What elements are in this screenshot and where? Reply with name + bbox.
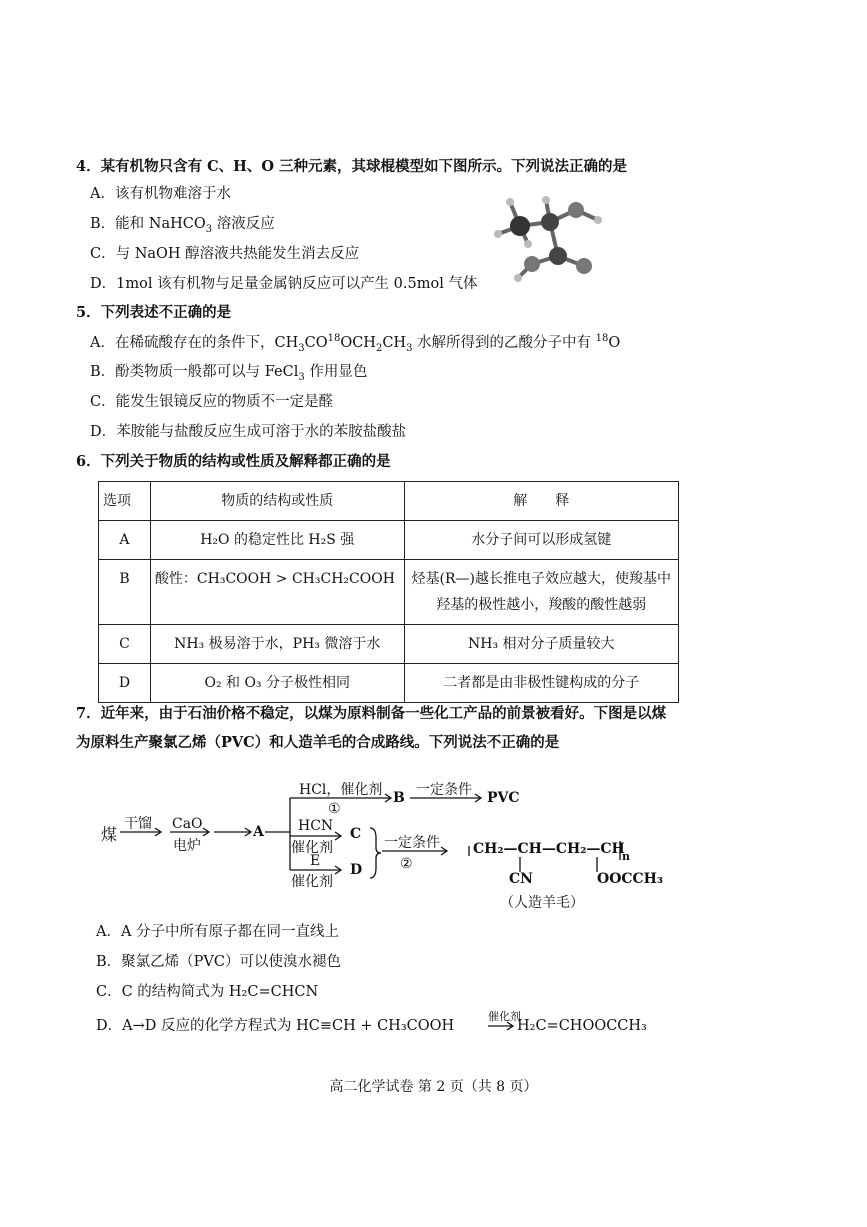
q4-option-b: B．能和 NaHCO$_3$ 溶液反应 [90, 216, 275, 235]
scheme-step-2: ② [400, 856, 413, 872]
scheme-cao: CaO [172, 816, 203, 832]
row-explanation: 烃基(R—)越长推电子效应越大，使羧基中羟基的极性越小，羧酸的酸性越弱 [404, 560, 678, 625]
q5-option-d: D．苯胺能与盐酸反应生成可溶于水的苯胺盐酸盐 [90, 424, 407, 440]
scheme-hcn: HCN [298, 818, 334, 834]
row-option: C [99, 625, 151, 664]
q7-option-d: D．A→D 反应的化学方程式为 HC≡CH + CH₃COOH [96, 1018, 455, 1034]
scheme-coal: 煤 [101, 825, 118, 844]
q6-stem: 6．下列关于物质的结构或性质及解释都正确的是 [76, 453, 391, 470]
row-explanation: NH₃ 相对分子质量较大 [404, 625, 678, 664]
scheme-pvc: PVC [487, 790, 520, 806]
header-property: 物质的结构或性质 [150, 482, 404, 521]
q7-option-b: B．聚氯乙烯（PVC）可以使溴水褪色 [96, 954, 341, 970]
q7-stem-line2: 为原料生产聚氯乙烯（PVC）和人造羊毛的合成路线。下列说法不正确的是 [76, 734, 560, 751]
scheme-step-1: ① [328, 801, 341, 817]
scheme-polymer-n: n [622, 850, 630, 863]
row-property: O₂ 和 O₃ 分子极性相同 [150, 664, 404, 703]
scheme-A: A [253, 824, 264, 840]
row-option: D [99, 664, 151, 703]
scheme-catalyst-1: 催化剂 [291, 840, 333, 856]
q4-option-a: A．该有机物难溶于水 [90, 186, 231, 202]
scheme-dry-distillation: 干馏 [124, 816, 152, 832]
q7-option-c: C．C 的结构简式为 H₂C=CHCN [96, 984, 319, 1000]
q5-option-b: B．酚类物质一般都可以与 FeCl$_3$ 作用显色 [90, 364, 368, 383]
scheme-C: C [350, 826, 362, 842]
scheme-ooc: OOCCH₃ [597, 871, 664, 887]
row-option: B [99, 560, 151, 625]
scheme-condition-1: 一定条件 [416, 782, 472, 798]
q4-option-c: C．与 NaOH 醇溶液共热能发生消去反应 [90, 246, 360, 262]
q5-option-a: A．在稀硫酸存在的条件下，$CH_3CO^{18}OCH_2CH_3$ 水解所得到的乙酸分子中有 $^{18}$O [90, 333, 621, 354]
q5-stem: 5．下列表述不正确的是 [76, 304, 232, 321]
row-explanation: 水分子间可以形成氢键 [404, 521, 678, 560]
header-option: 选项 [99, 482, 151, 521]
q7-option-a: A．A 分子中所有原子都在同一直线上 [96, 924, 340, 940]
scheme-condition-2: 一定条件 [384, 835, 440, 851]
scheme-hcl: HCl，催化剂 [299, 782, 383, 798]
page-footer: 高二化学试卷 第 2 页（共 8 页） [329, 1079, 538, 1095]
scheme-cn: CN [509, 871, 533, 887]
q7-option-d-catalyst: 催化剂 [488, 1010, 521, 1023]
row-option: A [99, 521, 151, 560]
row-explanation: 二者都是由非极性键构成的分子 [404, 664, 678, 703]
q4-option-d: D．1mol 该有机物与足量金属钠反应可以产生 0.5mol 气体 [90, 276, 478, 292]
q4-stem: 4．某有机物只含有 C、H、O 三种元素，其球棍模型如下图所示。下列说法正确的是 [76, 158, 628, 175]
q7-stem-line1: 7．近年来，由于石油价格不稳定，以煤为原料制备一些化工产品的前景被看好。下图是以煤 [76, 705, 667, 722]
scheme-B: B [393, 790, 405, 806]
scheme-E: E [310, 853, 321, 869]
q5-option-c: C．能发生银镜反应的物质不一定是醛 [90, 394, 334, 410]
row-property: H₂O 的稳定性比 H₂S 强 [150, 521, 404, 560]
row-property: 酸性：CH₃COOH > CH₃CH₂COOH [150, 560, 404, 625]
row-property: NH₃ 极易溶于水，PH₃ 微溶于水 [150, 625, 404, 664]
scheme-electric-furnace: 电炉 [173, 838, 201, 854]
scheme-artificial-wool: （人造羊毛） [500, 895, 584, 911]
scheme-D: D [350, 862, 363, 878]
scheme-catalyst-2: 催化剂 [291, 874, 333, 890]
header-explanation: 解 释 [404, 482, 678, 521]
scheme-polymer: CH₂—CH—CH₂—CH [473, 841, 625, 857]
q7-option-d-product: H₂C=CHOOCCH₃ [517, 1018, 647, 1034]
